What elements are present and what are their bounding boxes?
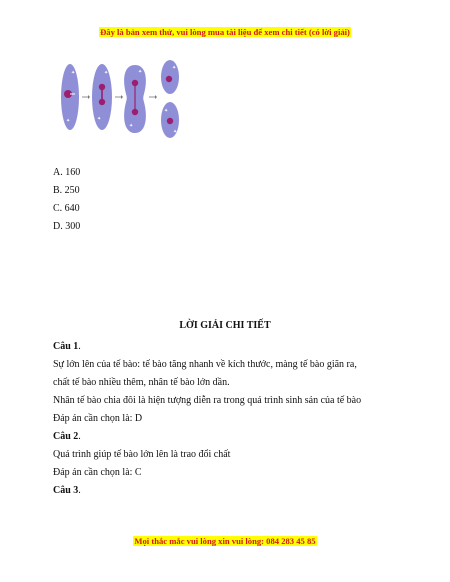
svg-text:✦: ✦ (172, 66, 177, 71)
solution-body (53, 338, 398, 500)
option-d: D. 300 (53, 221, 81, 232)
svg-text:✦: ✦ (164, 109, 169, 114)
q2-heading: Câu 2. (53, 431, 81, 442)
svg-text:✦: ✦ (138, 70, 143, 75)
option-c: C. 640 (53, 203, 80, 214)
option-b: B. 250 (53, 185, 80, 196)
answer-options (53, 164, 80, 236)
q1-answer: Đáp án cần chọn là: D (53, 413, 143, 424)
option-a: A. 160 (53, 167, 81, 178)
cell-division-illustration (55, 57, 185, 141)
svg-text:✦: ✦ (129, 124, 134, 129)
svg-text:✦: ✦ (66, 119, 71, 124)
footer-notice: Mọi thắc mắc vui lòng xin vui lòng: 084 283 45 85 (134, 536, 316, 546)
q1-line: Nhân tế bào chia đôi là hiện tượng diễn ra trong quá trình sinh sản của tế bào (53, 395, 362, 406)
q2-line: Quá trình giúp tế bào lớn lên là trao đổi chất (53, 449, 231, 460)
svg-text:✦: ✦ (71, 71, 76, 76)
q3-heading: Câu 3. (53, 485, 81, 496)
q1-heading: Câu 1. (53, 341, 81, 352)
q2-answer: Đáp án cần chọn là: C (53, 467, 142, 478)
header-notice: Đây là bản xem thử, vui lòng mua tài liệu để xem chi tiết (có lời giải) (100, 27, 350, 37)
svg-text:✦: ✦ (97, 117, 102, 122)
q1-line: chất tế bào nhiều thêm, nhân tế bào lớn dần. (53, 377, 230, 388)
solution-title: LỜI GIẢI CHI TIẾT (179, 320, 271, 331)
svg-text:✦: ✦ (104, 71, 109, 76)
svg-text:✦: ✦ (173, 130, 178, 135)
q1-line: Sự lớn lên của tế bào: tế bào tăng nhanh về kích thước, màng tế bào giãn ra, (53, 359, 357, 370)
